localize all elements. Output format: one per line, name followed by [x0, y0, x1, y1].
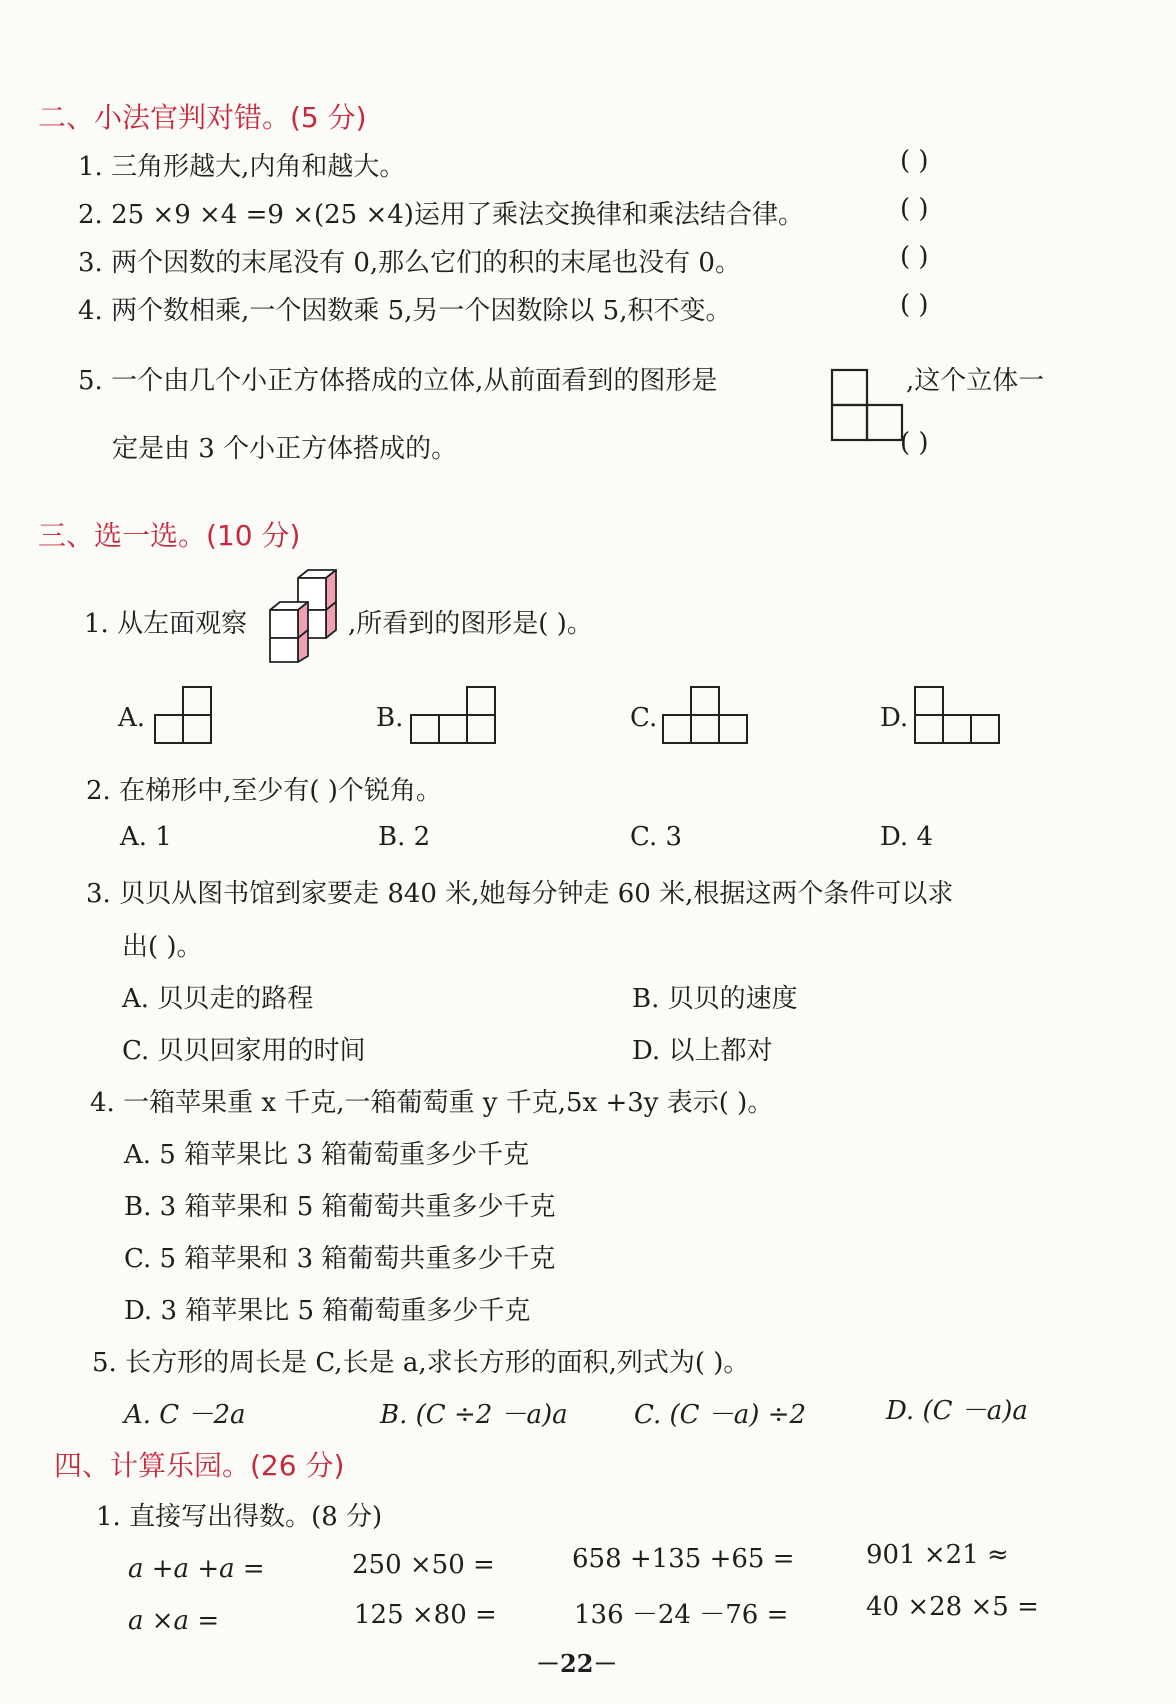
front-view-figure — [830, 368, 904, 442]
option-d-figure — [914, 686, 1004, 746]
calc-item: 901 ×21 ≈ — [866, 1540, 1009, 1570]
choose-q5-option-c: C. (C －a) ÷2 — [634, 1400, 807, 1430]
choose-q1-option-d: D. — [880, 703, 909, 733]
choose-q5-option-a: A. C －2a — [124, 1400, 246, 1430]
answer-paren: ( ) — [900, 242, 929, 272]
choose-q5-option-b: B. (C ÷2 －a)a — [380, 1400, 568, 1430]
choose-q2-option-a: A. 1 — [120, 822, 172, 852]
section-title-calc: 四、计算乐园。(26 分) — [54, 1449, 345, 1482]
judge-item-5-start: 5. 一个由几个小正方体搭成的立体,从前面看到的图形是 — [78, 366, 718, 396]
calc-item: 125 ×80 = — [354, 1600, 497, 1630]
choose-q1-end: ,所看到的图形是( )。 — [348, 609, 593, 639]
choose-q4-option-b: B. 3 箱苹果和 5 箱葡萄共重多少千克 — [124, 1192, 556, 1222]
answer-paren: ( ) — [900, 146, 929, 176]
answer-paren: ( ) — [900, 290, 929, 320]
choose-q3-line2: 出( )。 — [122, 932, 203, 962]
choose-q2: 2. 在梯形中,至少有( )个锐角。 — [86, 776, 442, 806]
option-b-figure — [410, 686, 500, 746]
choose-q4-option-c: C. 5 箱苹果和 3 箱葡萄共重多少千克 — [124, 1244, 556, 1274]
judge-item-5-end: 定是由 3 个小正方体搭成的。 — [112, 434, 458, 464]
choose-q5: 5. 长方形的周长是 C,长是 a,求长方形的面积,列式为( )。 — [92, 1348, 750, 1378]
answer-paren: ( ) — [900, 194, 929, 224]
judge-item-2: 2. 25 ×9 ×4 =9 ×(25 ×4)运用了乘法交换律和乘法结合律。 — [78, 200, 804, 230]
judge-item-4: 4. 两个数相乘,一个因数乘 5,另一个因数除以 5,积不变。 — [78, 296, 732, 326]
choose-q1-option-a: A. — [118, 703, 146, 733]
calc-item: 658 +135 +65 = — [572, 1544, 795, 1574]
choose-q3-option-c: C. 贝贝回家用的时间 — [122, 1036, 366, 1066]
calc-item: 250 ×50 = — [352, 1550, 495, 1580]
choose-q1-option-b: B. — [376, 703, 404, 733]
page-number: －22－ — [536, 1649, 618, 1678]
calc-item: a ×a = — [128, 1606, 220, 1636]
option-a-figure — [154, 686, 214, 746]
judge-item-3: 3. 两个因数的末尾没有 0,那么它们的积的末尾也没有 0。 — [78, 248, 741, 278]
choose-q3-option-a: A. 贝贝走的路程 — [122, 984, 314, 1014]
choose-q3-option-d: D. 以上都对 — [632, 1036, 773, 1066]
choose-q1-start: 1. 从左面观察 — [84, 609, 248, 639]
choose-q3-line1: 3. 贝贝从图书馆到家要走 840 米,她每分钟走 60 米,根据这两个条件可以求 — [86, 879, 954, 909]
answer-paren: ( ) — [900, 428, 929, 458]
cube-stack-figure — [268, 568, 340, 664]
choose-q4-option-a: A. 5 箱苹果比 3 箱葡萄重多少千克 — [124, 1140, 530, 1170]
choose-q1-option-c: C. — [630, 703, 658, 733]
calc-subtitle: 1. 直接写出得数。(8 分) — [96, 1502, 383, 1532]
calc-item: 40 ×28 ×5 = — [866, 1592, 1039, 1622]
choose-q4: 4. 一箱苹果重 x 千克,一箱葡萄重 y 千克,5x +3y 表示( )。 — [90, 1088, 774, 1118]
choose-q3-option-b: B. 贝贝的速度 — [632, 984, 798, 1014]
choose-q5-option-d: D. (C －a)a — [886, 1396, 1028, 1426]
choose-q2-option-d: D. 4 — [880, 822, 933, 852]
section-title-choose: 三、选一选。(10 分) — [38, 519, 301, 552]
judge-item-1: 1. 三角形越大,内角和越大。 — [78, 152, 406, 182]
choose-q2-option-c: C. 3 — [630, 822, 683, 852]
calc-item: 136 －24 －76 = — [574, 1600, 789, 1630]
choose-q2-option-b: B. 2 — [378, 822, 431, 852]
judge-item-5-middle: ,这个立体一 — [906, 366, 1045, 396]
section-title-judge: 二、小法官判对错。(5 分) — [38, 101, 367, 134]
option-c-figure — [662, 686, 752, 746]
calc-item: a +a +a = — [128, 1554, 265, 1584]
choose-q4-option-d: D. 3 箱苹果比 5 箱葡萄重多少千克 — [124, 1296, 531, 1326]
